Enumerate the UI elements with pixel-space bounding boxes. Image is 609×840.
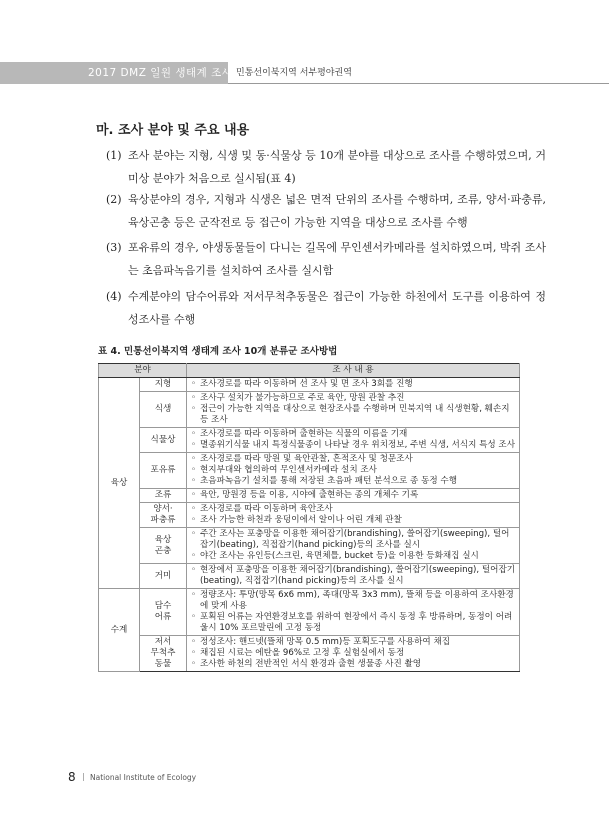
bullet-icon: ◦ (191, 648, 197, 658)
bullet-line (191, 590, 516, 612)
item-number: (4) (106, 290, 122, 303)
content-cell (187, 589, 520, 636)
bullet-line (191, 504, 516, 515)
content-cell (187, 428, 520, 453)
table-row (99, 428, 520, 453)
bullet-line (191, 465, 516, 476)
header-subtitle: 민통선이북지역 서부평야권역 (236, 68, 352, 78)
field-cell: 지형 (140, 378, 187, 392)
bullet-text: 조사경로를 따라 이동하며 육안조사 (200, 504, 333, 514)
bullet-text: 포획된 어류는 자연환경보호를 위하여 현장에서 즉시 동정 후 방류하며, 동정이 어려울시 10% 포르말린에 고정 동정 (200, 612, 513, 633)
field-cell: 양서· 파충류 (140, 503, 187, 528)
bullet-icon: ◦ (191, 637, 197, 647)
bullet-line (191, 454, 516, 465)
bullet-icon: ◦ (191, 515, 197, 525)
bullet-icon: ◦ (191, 659, 197, 669)
item-number: (3) (106, 241, 122, 254)
bullet-icon: ◦ (191, 379, 197, 389)
table-row (99, 564, 520, 589)
bullet-icon: ◦ (191, 590, 197, 600)
bullet-text: 조사경로를 따라 이동하며 선 조사 및 면 조사 3회를 진행 (200, 379, 413, 389)
field-cell: 거미 (140, 564, 187, 589)
content-cell (187, 636, 520, 672)
bullet-text: 야간 조사는 유인등(스크린, 육면체틀, bucket 등)을 이용한 등화채집 실시 (200, 551, 479, 561)
field-cell: 육상 곤충 (140, 528, 187, 564)
table-row (99, 503, 520, 528)
survey-method-table (98, 363, 520, 672)
header-title: 2017 DMZ 일원 생태계 조사 (88, 67, 233, 79)
table-row (99, 378, 520, 392)
header-field: 분야 (99, 364, 187, 378)
bullet-line (191, 515, 516, 526)
item-text: 포유류의 경우, 야생동물들이 다니는 길목에 무인센서카메라를 설치하였으며, 박쥐 조사는 초음파녹음기를 설치하여 조사를 실시함 (128, 241, 546, 277)
bullet-line (191, 476, 516, 487)
bullet-text: 현장에서 포충망을 이용한 채어잡기(brandishing), 쓸어잡기(sweeping), 털어잡기(beating), 직접잡기(hand picking)등의 조사를 실시 (200, 565, 516, 586)
table-row (99, 489, 520, 503)
running-header (0, 62, 609, 84)
footer-organization: National Institute of Ecology (90, 773, 197, 782)
bullet-icon: ◦ (191, 490, 197, 500)
bullet-line (191, 648, 516, 659)
bullet-icon: ◦ (191, 551, 197, 561)
content-cell (187, 378, 520, 392)
bullet-line (191, 529, 516, 551)
table-row (99, 453, 520, 489)
content-cell (187, 489, 520, 503)
content-cell (187, 564, 520, 589)
table-header-row (99, 364, 520, 378)
bullet-icon: ◦ (191, 465, 197, 475)
bullet-text: 접근이 가능한 지역을 대상으로 현장조사를 수행하며 민북지역 내 식생현황, 훼손지 등 조사 (200, 404, 510, 425)
bullet-line (191, 565, 516, 587)
field-cell: 식물상 (140, 428, 187, 453)
bullet-icon: ◦ (191, 612, 197, 622)
bullet-text: 정량조사: 투망(망목 6x6 mm), 족대(망목 3x3 mm), 뜰채 등을 이용하여 조사환경에 맞게 사용 (200, 590, 514, 611)
item-text: 수계분야의 담수어류와 저서무척추동물은 접근이 가능한 하천에서 도구를 이용하여 정성조사를 수행 (128, 290, 546, 326)
bullet-text: 조사 가능한 하천과 웅덩이에서 알이나 어린 개체 관찰 (200, 515, 402, 525)
bullet-text: 채집된 시료는 에탄올 96%로 고정 후 실험실에서 동정 (200, 648, 405, 658)
bullet-text: 초음파녹음기 설치를 통해 저장된 초음파 패턴 분석으로 종 동정 수행 (200, 476, 458, 486)
table-row (99, 392, 520, 428)
item-text: 조사 분야는 지형, 식생 및 동·식물상 등 10개 분야를 대상으로 조사를 수행하였으며, 거미상 분야가 처음으로 실시됨(표 4) (128, 149, 546, 185)
bullet-icon: ◦ (191, 476, 197, 486)
bullet-line (191, 612, 516, 634)
field-cell: 포유류 (140, 453, 187, 489)
page-number: 8 (68, 770, 76, 784)
item-number: (2) (106, 193, 122, 206)
table-row (99, 589, 520, 636)
bullet-text: 육안, 망원경 등을 이용, 시야에 출현하는 종의 개체수 기록 (200, 490, 419, 500)
bullet-text: 조사한 하천의 전반적인 서식 환경과 출현 생물종 사진 촬영 (200, 659, 422, 669)
bullet-icon: ◦ (191, 565, 197, 575)
bullet-icon: ◦ (191, 440, 197, 450)
bullet-icon: ◦ (191, 504, 197, 514)
bullet-text: 조사경로를 따라 망원 및 육안관찰, 흔적조사 및 청문조사 (200, 454, 413, 464)
content-cell (187, 528, 520, 564)
group-cell: 육상 (99, 378, 140, 589)
bullet-line (191, 440, 516, 451)
bullet-text: 조사경로를 따라 이동하며 출현하는 식물의 이름을 기재 (200, 429, 408, 439)
bullet-line (191, 659, 516, 670)
table-caption: 표 4. 민통선이북지역 생태계 조사 10개 분류군 조사방법 (98, 346, 338, 357)
content-cell (187, 503, 520, 528)
footer-separator: | (82, 772, 85, 781)
bullet-text: 정성조사: 핸드넷(뜰채 망목 0.5 mm)등 포획도구를 사용하여 채집 (200, 637, 451, 647)
bullet-text: 주간 조사는 포충망을 이용한 채어잡기(brandishing), 쓸어잡기(sweeping), 털어잡기(beating), 직접잡기(hand picking)등의 조사를 실시 (200, 529, 510, 550)
bullet-line (191, 393, 516, 404)
bullet-text: 멸종위기식물 내지 특정식물종이 나타날 경우 위치정보, 주변 식생, 서식지 특성 조사 (200, 440, 516, 450)
header-content: 조 사 내 용 (187, 364, 520, 378)
content-cell (187, 453, 520, 489)
bullet-line (191, 429, 516, 440)
bullet-icon: ◦ (191, 429, 197, 439)
table-row (99, 636, 520, 672)
bullet-text: 조사구 설치가 불가능하므로 주로 육안, 망원 관찰 추진 (200, 393, 405, 403)
content-cell (187, 392, 520, 428)
item-number: (1) (106, 149, 122, 162)
bullet-icon: ◦ (191, 529, 197, 539)
field-cell: 담수 어류 (140, 589, 187, 636)
bullet-icon: ◦ (191, 404, 197, 414)
bullet-line (191, 637, 516, 648)
bullet-icon: ◦ (191, 393, 197, 403)
bullet-line (191, 379, 516, 390)
item-text: 육상분야의 경우, 지형과 식생은 넓은 면적 단위의 조사를 수행하며, 조류, 양서·파충류, 육상곤충 등은 군작전로 등 접근이 가능한 지역을 대상으로 조사를 수행 (128, 193, 546, 229)
bullet-line (191, 551, 516, 562)
group-cell: 수계 (99, 589, 140, 672)
table-row (99, 528, 520, 564)
bullet-text: 현지부대와 협의하여 무인센서카메라 설치 조사 (200, 465, 377, 475)
section-title: 마. 조사 분야 및 주요 내용 (96, 123, 250, 138)
field-cell: 조류 (140, 489, 187, 503)
bullet-line (191, 490, 516, 501)
bullet-line (191, 404, 516, 426)
header-rule (228, 83, 609, 84)
field-cell: 저서 무척추 동물 (140, 636, 187, 672)
field-cell: 식생 (140, 392, 187, 428)
bullet-icon: ◦ (191, 454, 197, 464)
